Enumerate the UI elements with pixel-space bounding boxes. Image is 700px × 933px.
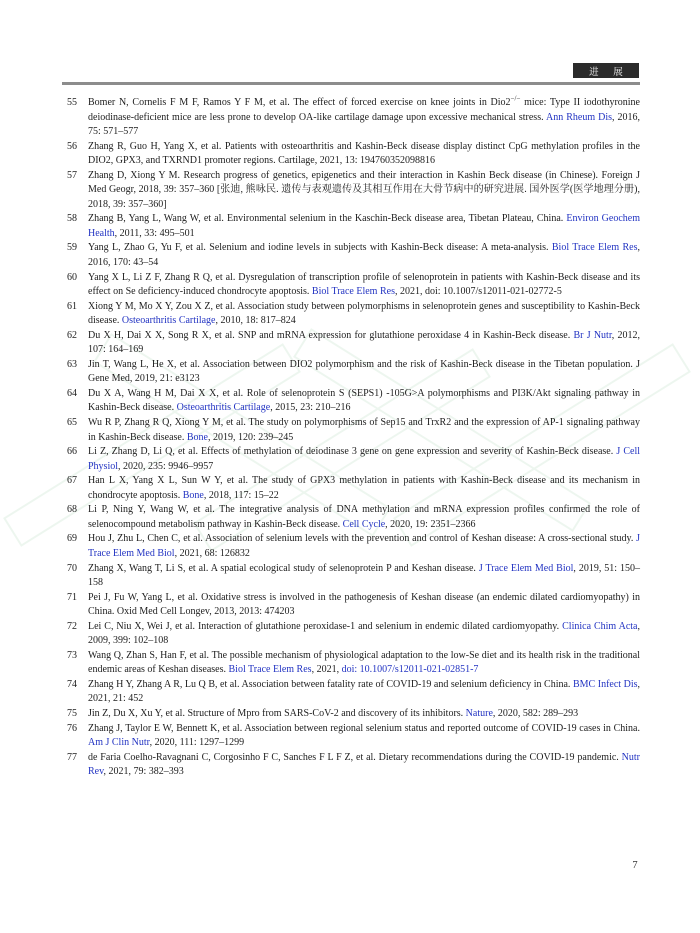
reference-segment: , 2015, 23: 210–216 xyxy=(270,402,351,414)
reference-text xyxy=(88,723,640,749)
reference-text xyxy=(88,475,640,501)
reference-segment: Lei C, Niu X, Wei J, et al. Interaction of glutathione peroxidase-1 and selenium in endemic dilated cardiomyopathy. xyxy=(88,620,563,632)
reference-number: 62 xyxy=(67,329,77,341)
reference-number: 59 xyxy=(67,242,77,254)
reference-item xyxy=(62,416,640,445)
reference-number: 67 xyxy=(67,475,77,487)
reference-item xyxy=(62,678,640,707)
journal-link[interactable]: Br J Nutr xyxy=(573,329,612,341)
reference-segment: Pei J, Fu W, Yang L, et al. Oxidative stress is involved in the pathogenesis of Keshan disease (an endemic dilated cardiomyopathy) in China. Oxid Med Cell Longev, 2013, 2013: 474203 xyxy=(88,591,640,618)
reference-segment: Han L X, Yang X L, Sun W Y, et al. The study of GPX3 methylation in patients with Kashin-Beck disease and its mechanism in chondrocyte apoptosis. xyxy=(88,475,640,501)
reference-text xyxy=(88,621,640,647)
reference-segment: Jin Z, Du X, Xu Y, et al. Structure of Mpro from SARS-CoV-2 and discovery of its inhibitors. xyxy=(88,707,466,719)
reference-segment: Jin T, Wang L, He X, et al. Association between DIO2 polymorphism and the risk of Kashin-Beck disease in the Tibetan population. J Gene Med, 2019, 21: e3123 xyxy=(88,358,640,385)
journal-link[interactable]: Am J Clin Nutr xyxy=(88,737,150,749)
reference-text xyxy=(88,330,640,356)
reference-segment: Hou J, Zhu L, Chen C, et al. Association of selenium levels with the prevention and control of Keshan disease: A cross-sectional study. xyxy=(88,533,637,545)
reference-segment: , 2019, 51: 150–158 xyxy=(88,562,640,589)
journal-link[interactable]: J Cell Physiol xyxy=(88,446,640,472)
reference-item xyxy=(62,140,640,169)
reference-text xyxy=(88,650,640,676)
journal-link[interactable]: Nature xyxy=(465,707,493,719)
reference-text xyxy=(88,213,640,239)
reference-segment: , 2020, 235: 9946–9957 xyxy=(118,460,214,472)
reference-number: 56 xyxy=(67,140,77,152)
reference-segment: Zhang R, Guo H, Yang X, et al. Patients with osteoarthritis and Kashin-Beck disease display distinct CpG methylation profiles in the DIO2, GPX3, and TXRND1 promoter regions. Cartilage, 2021, 13: 194760352098816 xyxy=(88,140,640,167)
reference-segment: , 2016, 170: 43–54 xyxy=(88,242,640,269)
reference-text xyxy=(88,504,640,530)
reference-item xyxy=(62,751,640,780)
reference-text xyxy=(88,388,640,414)
reference-segment: , 2012, 107: 164–169 xyxy=(88,329,640,356)
journal-link[interactable]: Environ Geochem Health xyxy=(88,213,640,239)
reference-segment: , 2019, 120: 239–245 xyxy=(207,431,294,443)
reference-segment: Zhang X, Wang T, Li S, et al. A spatial ecological study of selenoprotein P and Keshan disease. xyxy=(88,562,479,574)
reference-segment: , 2018, 117: 15–22 xyxy=(203,489,279,501)
reference-text xyxy=(88,533,640,559)
reference-number: 63 xyxy=(67,358,77,370)
reference-segment: Li Z, Zhang D, Li Q, et al. Effects of methylation of deiodinase 3 gene on gene expression and severity of Kashin-Beck disease. xyxy=(88,446,617,458)
reference-text xyxy=(88,272,640,298)
reference-segment: Du X H, Dai X X, Song R X, et al. SNP and mRNA expression for glutathione peroxidase 4 in Kashin-Beck disease. xyxy=(88,329,574,341)
reference-item xyxy=(62,358,640,387)
reference-item xyxy=(62,241,640,270)
journal-link[interactable]: Osteoarthritis Cartilage xyxy=(121,315,216,327)
reference-number: 60 xyxy=(67,271,77,283)
reference-text xyxy=(88,301,640,327)
reference-segment: Du X A, Wang H M, Dai X X, et al. Role of selenoprotein S (SEPS1) -105G>A polymorphisms and PI3K/Akt signaling pathway in Kashin-Beck disease. xyxy=(88,387,640,414)
reference-text xyxy=(88,679,640,705)
journal-link[interactable]: J Trace Elem Med Biol xyxy=(88,533,640,559)
reference-item xyxy=(62,620,640,649)
reference-text xyxy=(88,94,641,138)
page-number: 7 xyxy=(632,860,638,871)
reference-item xyxy=(62,532,640,561)
journal-link[interactable]: Nutr Rev xyxy=(88,751,640,778)
reference-segment: Yang L, Zhao G, Yu F, et al. Selenium and iodine levels in subjects with Kashin-Beck disease: A meta-analysis. xyxy=(88,242,552,254)
reference-number: 70 xyxy=(67,562,77,574)
journal-link[interactable]: J Trace Elem Med Biol xyxy=(478,562,574,574)
reference-item xyxy=(62,329,640,358)
reference-number: 69 xyxy=(67,533,77,545)
reference-segment: Wang Q, Zhan S, Han F, et al. The possible mechanism of physiological adaptation to the low-Se diet and its health risk in the traditional endemic areas of Keshan diseases. xyxy=(88,649,640,676)
reference-text xyxy=(88,752,640,778)
journal-link[interactable]: Ann Rheum Dis xyxy=(546,111,613,123)
reference-text xyxy=(88,359,640,385)
reference-number: 72 xyxy=(67,620,77,632)
reference-segment: Zhang B, Yang L, Wang W, et al. Environmental selenium in the Kaschin-Beck disease area, Tibetan Plateau, China. xyxy=(88,213,567,225)
reference-item xyxy=(62,591,640,620)
reference-text xyxy=(88,446,640,472)
section-header-badge xyxy=(573,63,639,78)
reference-segment: Xiong Y M, Mo X Y, Zou X Z, et al. Association study between polymorphisms in selenoprotein genes and susceptibility to Kashin-Beck disease. xyxy=(88,300,640,327)
reference-text xyxy=(88,563,640,589)
reference-item xyxy=(62,503,640,532)
reference-segment: , 2021, 21: 452 xyxy=(88,678,640,705)
reference-list xyxy=(62,96,640,780)
reference-text xyxy=(88,141,640,167)
reference-segment: Zhang H Y, Zhang A R, Lu Q B, et al. Association between fatality rate of COVID-19 and selenium deficiency in China. xyxy=(88,678,573,690)
reference-item xyxy=(62,300,640,329)
reference-segment: , 2016, 75: 571–577 xyxy=(88,111,641,138)
reference-number: 73 xyxy=(67,649,77,661)
reference-number: 74 xyxy=(67,678,77,690)
reference-text xyxy=(88,417,640,443)
journal-link[interactable]: Bone xyxy=(182,489,204,501)
reference-segment: mice: Type II iodothyronine deiodinase-deficient mice are less prone to develop OA-like cartilage damage upon excessive mechanical stress. xyxy=(88,97,640,123)
reference-text xyxy=(88,592,640,618)
journal-link[interactable]: doi: 10.1007/s12011-021-02851-7 xyxy=(341,664,479,676)
reference-segment: , 2009, 399: 102–108 xyxy=(88,620,640,647)
journal-link[interactable]: Osteoarthritis Cartilage xyxy=(176,402,271,414)
reference-item xyxy=(62,474,640,503)
reference-number: 76 xyxy=(67,722,77,734)
reference-segment: Wu R P, Zhang R Q, Xiong Y M, et al. The study on polymorphisms of Sep15 and TrxR2 and the expression of AP-1 signaling pathway in Kashin-Beck disease. xyxy=(88,417,640,443)
reference-text xyxy=(88,170,640,210)
reference-segment: de Faria Coelho-Ravagnani C, Corgosinho F C, Sanches F L F Z, et al. Dietary recommendations during the COVID-19 pandemic. xyxy=(88,751,622,763)
reference-segment: Li P, Ning Y, Wang W, et al. The integrative analysis of DNA methylation and mRNA expression profiles confirmed the role of selenocompound metabolism pathway in Kashin-Beck disease. xyxy=(88,504,640,530)
reference-item xyxy=(62,271,640,300)
reference-segment: Bomer N, Cornelis F M F, Ramos Y F M, et al. The effect of forced exercise on knee joints in Dio2 xyxy=(88,97,511,108)
reference-number: 64 xyxy=(67,387,77,399)
reference-segment: , 2020, 19: 2351–2366 xyxy=(385,518,476,530)
reference-segment: Zhang D, Xiong Y M. Research progress of genetics, epigenetics and their interaction in Kashin Beck disease (in Chinese). Foreign J Med Geogr, 2018, 39: 357–360 [张迪, 熊咏民. 遗传与表观遗传及其相互作用在大骨节病中的研究进展. 国外医学(医学地理分册), 2018, 39: 357–360] xyxy=(88,169,640,210)
reference-segment: , 2021, xyxy=(311,664,342,676)
reference-item xyxy=(62,649,640,678)
journal-link[interactable]: Bone xyxy=(186,431,208,443)
journal-link[interactable]: BMC Infect Dis xyxy=(572,678,638,690)
reference-segment: , 2010, 18: 817–824 xyxy=(215,315,296,327)
reference-text xyxy=(88,708,578,719)
reference-number: 71 xyxy=(67,591,77,603)
journal-link[interactable]: Biol Trace Elem Res xyxy=(551,242,638,254)
reference-segment: , 2021, doi: 10.1007/s12011-021-02772-5 xyxy=(394,286,562,298)
reference-item xyxy=(62,722,640,751)
reference-item xyxy=(62,445,640,474)
journal-link[interactable]: Biol Trace Elem Res xyxy=(228,664,312,676)
reference-number: 77 xyxy=(67,751,77,763)
reference-number: 68 xyxy=(67,504,77,516)
journal-link[interactable]: Clinica Chim Acta xyxy=(562,620,638,632)
journal-link[interactable]: Biol Trace Elem Res xyxy=(311,286,395,298)
reference-number: 75 xyxy=(67,707,77,719)
superscript-text: −/− xyxy=(510,94,521,103)
reference-text xyxy=(88,242,640,268)
reference-number: 65 xyxy=(67,417,77,429)
journal-link[interactable]: Cell Cycle xyxy=(342,518,386,530)
reference-number: 57 xyxy=(67,169,77,181)
reference-item xyxy=(62,169,640,213)
reference-segment: , 2021, 79: 382–393 xyxy=(103,766,184,778)
reference-number: 55 xyxy=(67,97,77,108)
reference-segment: , 2020, 582: 289–293 xyxy=(492,707,579,719)
reference-segment: Zhang J, Taylor E W, Bennett K, et al. Association between regional selenium status and reported outcome of COVID-19 cases in China. xyxy=(88,722,640,734)
reference-segment: , 2011, 33: 495–501 xyxy=(114,227,195,239)
reference-item xyxy=(62,562,640,591)
reference-number: 61 xyxy=(67,300,77,312)
section-header-label: 进 展 xyxy=(589,66,629,78)
reference-segment: , 2020, 111: 1297–1299 xyxy=(149,737,245,749)
reference-item xyxy=(62,212,640,241)
reference-item xyxy=(62,707,640,722)
reference-number: 58 xyxy=(67,213,77,225)
reference-segment: , 2021, 68: 126832 xyxy=(174,547,250,559)
header-rule xyxy=(62,82,640,85)
reference-segment: Yang X L, Li Z F, Zhang R Q, et al. Dysregulation of transcription profile of selenoprotein in patients with Kashin-Beck disease and its effect on Se deficiency-induced chondrocyte apoptosis. xyxy=(88,271,640,298)
reference-item xyxy=(62,387,640,416)
reference-item xyxy=(62,96,640,140)
reference-number: 66 xyxy=(67,446,77,458)
